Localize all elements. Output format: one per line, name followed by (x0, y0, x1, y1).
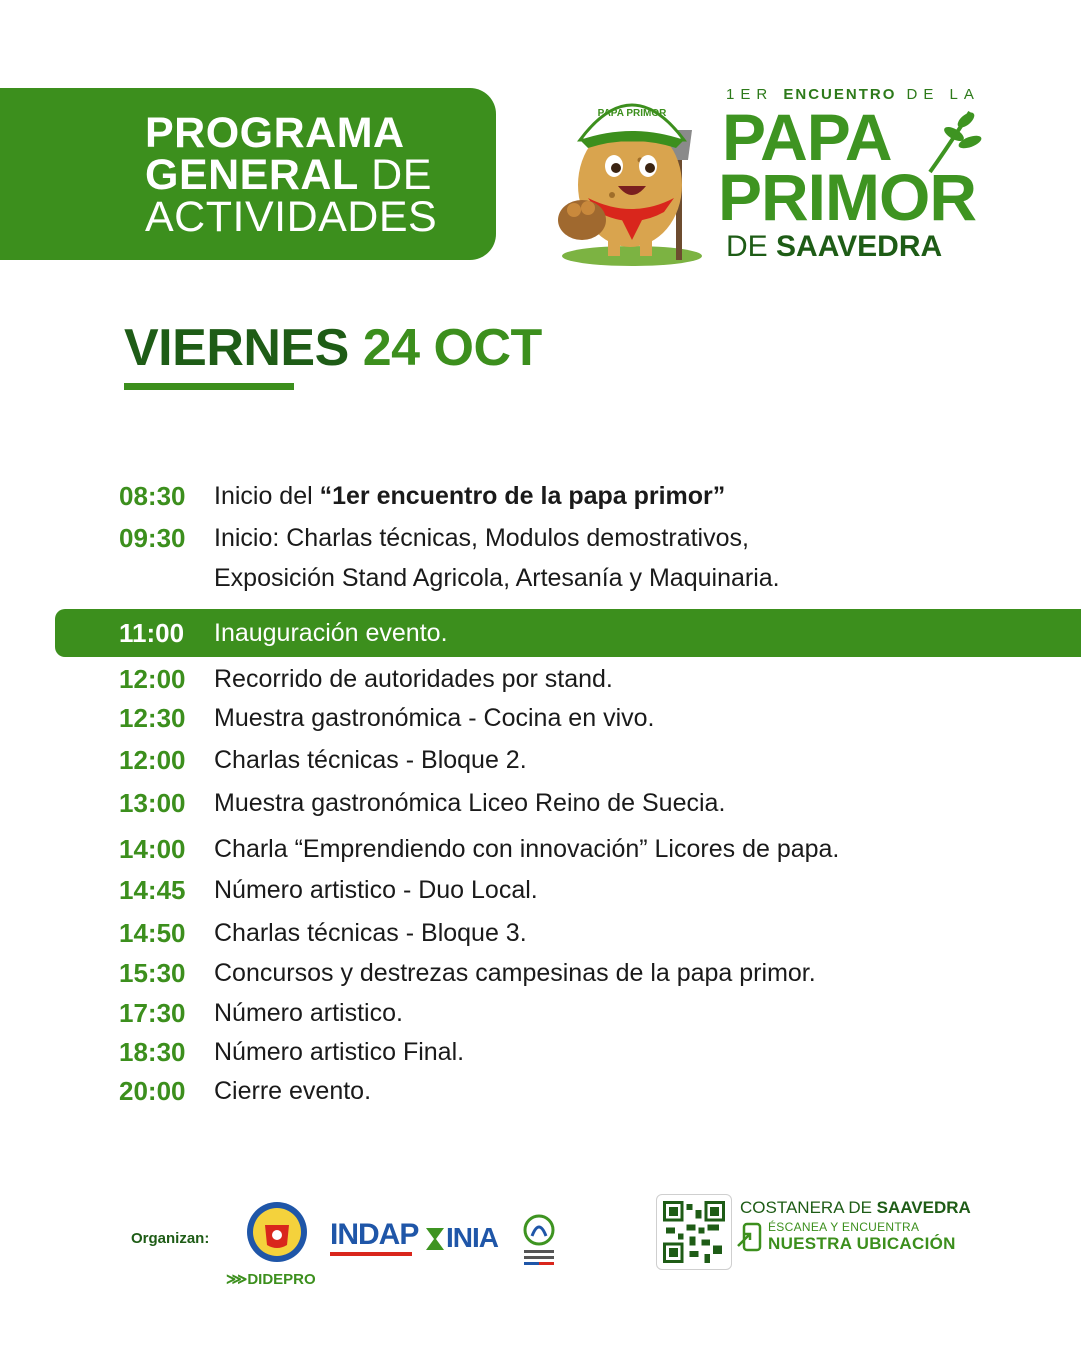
schedule-row-continuation (0, 558, 1081, 598)
logo-subtitle: 1ER ENCUENTRO DE LA (726, 86, 980, 103)
schedule-desc: Muestra gastronómica - Cocina en vivo. (214, 704, 655, 732)
logo-saavedra: DE SAAVEDRA (726, 230, 943, 263)
schedule-time: 09:30 (119, 523, 186, 553)
inia-mark-icon (424, 1226, 446, 1252)
schedule-desc: Muestra gastronómica Liceo Reino de Suecia. (214, 789, 726, 817)
didepro-logo: ⋙DIDEPRO (226, 1271, 316, 1288)
mascot-cap-text: PAPA PRIMOR (597, 108, 667, 119)
location-qr-code[interactable] (656, 1194, 732, 1270)
inia-logo: INIA (446, 1222, 498, 1253)
indap-logo: INDAP (330, 1218, 419, 1251)
qr-code-icon (663, 1201, 725, 1263)
schedule-desc: Cierre evento. (214, 1077, 372, 1105)
municipality-seal-icon (246, 1201, 308, 1263)
schedule-desc: Charlas técnicas - Bloque 3. (214, 919, 527, 947)
schedule-row (0, 783, 1081, 823)
leaf-sprig-icon (920, 104, 990, 174)
organizers-label: Organizan: (131, 1230, 210, 1247)
schedule-desc: Número artistico - Duo Local. (214, 876, 538, 904)
schedule-time: 12:00 (119, 745, 186, 775)
scan-instruction: ÉSCANEA Y ENCUENTRA (768, 1220, 920, 1234)
program-banner (0, 88, 496, 260)
schedule-time: 08:30 (119, 481, 186, 511)
schedule-desc: Recorrido de autoridades por stand. (214, 665, 613, 693)
schedule-time: 12:00 (119, 664, 186, 694)
schedule-time: 12:30 (119, 703, 186, 733)
banner-line-3: ACTIVIDADES (145, 193, 438, 241)
schedule-desc: Exposición Stand Agricola, Artesanía y Maquinaria. (214, 564, 780, 592)
schedule-desc: Número artistico Final. (214, 1038, 465, 1066)
banner-line-1: PROGRAMA (145, 109, 405, 157)
schedule-row (0, 476, 1081, 516)
schedule-row (0, 913, 1081, 953)
fia-logo-icon (520, 1214, 558, 1266)
schedule-desc: Concursos y destrezas campesinas de la papa primor. (214, 959, 816, 987)
schedule-desc: Charla “Emprendiendo con innovación” Licores de papa. (214, 835, 840, 863)
schedule-row (0, 518, 1081, 558)
day-heading: VIERNES 24 OCT (124, 319, 542, 377)
schedule-row (0, 870, 1081, 910)
schedule-desc: Inicio: Charlas técnicas, Modulos demostrativos, (214, 524, 749, 552)
our-location-text: NUESTRA UBICACIÓN (768, 1234, 956, 1253)
schedule-time: 11:00 (119, 618, 185, 648)
schedule-time: 14:50 (119, 918, 186, 948)
banner-line-2: GENERAL DE (145, 151, 432, 199)
schedule-time: 14:45 (119, 875, 186, 905)
schedule-row (0, 659, 1081, 699)
schedule-time: 20:00 (119, 1076, 186, 1106)
schedule-row (0, 953, 1081, 993)
schedule-row (0, 1071, 1081, 1111)
schedule-row (0, 993, 1081, 1033)
schedule-row (0, 1032, 1081, 1072)
schedule-desc: Charlas técnicas - Bloque 2. (214, 746, 527, 774)
event-logo (712, 80, 1012, 270)
potato-mascot-icon (552, 70, 712, 270)
logo-primor: PRIMOR (718, 160, 976, 234)
schedule-row (0, 829, 1081, 869)
schedule-row-highlighted (55, 609, 1081, 657)
schedule-desc: Inauguración evento. (214, 619, 448, 647)
schedule-time: 17:30 (119, 998, 186, 1028)
indap-logo-bar (330, 1252, 412, 1256)
schedule-row (0, 698, 1081, 738)
schedule-time: 15:30 (119, 958, 186, 988)
schedule-desc: Número artistico. (214, 999, 403, 1027)
heading-underline (124, 383, 294, 390)
scan-arrow-icon (736, 1222, 764, 1252)
schedule-row (0, 740, 1081, 780)
schedule-time: 14:00 (119, 834, 186, 864)
logo-papa: PAPA (722, 100, 892, 174)
schedule-time: 18:30 (119, 1037, 186, 1067)
schedule-time: 13:00 (119, 788, 186, 818)
location-name: COSTANERA DE SAAVEDRA (740, 1198, 971, 1217)
schedule-desc: Inicio del “1er encuentro de la papa primor” (214, 482, 726, 510)
